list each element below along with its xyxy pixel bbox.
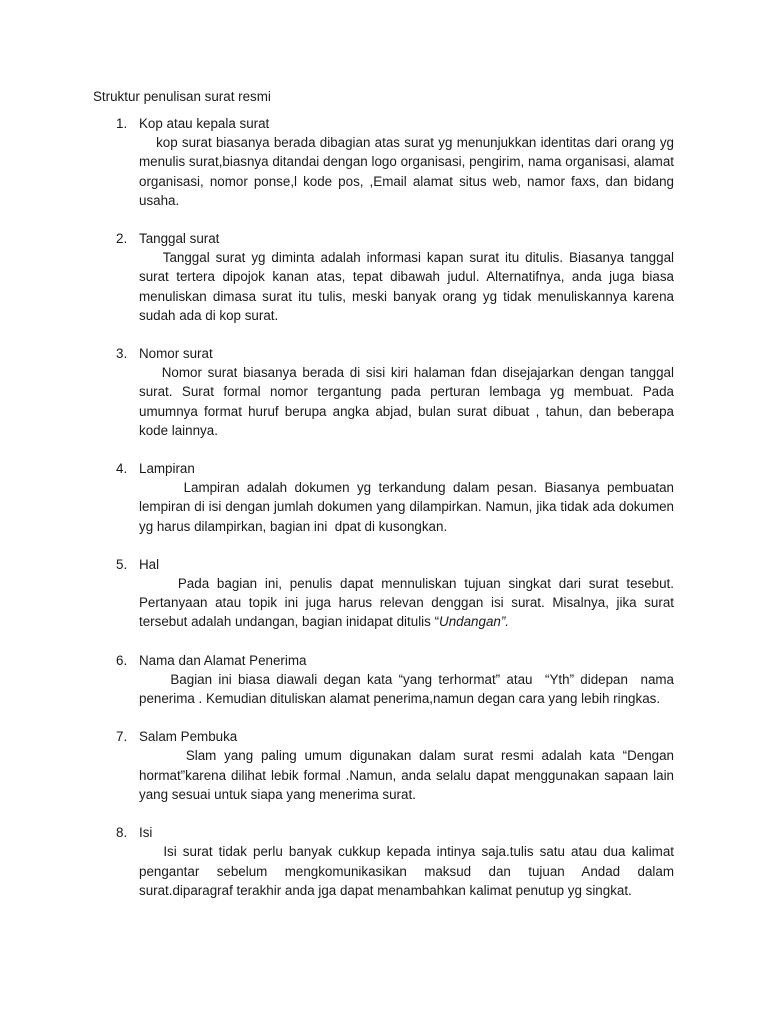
item-number: 3. xyxy=(116,346,128,362)
item-body: Bagian ini biasa diawali degan kata “yang terhormat” atau “Yth” didepan nama penerima . Kemudian dituliskan alamat penerima,namun degan cara yang lebih ringkas. xyxy=(139,671,678,707)
document-title: Struktur penulisan surat resmi xyxy=(93,89,271,104)
item-heading: Hal xyxy=(139,556,160,572)
list-item xyxy=(93,229,678,325)
item-heading: Salam Pembuka xyxy=(139,729,238,745)
list-item xyxy=(93,555,678,632)
item-body: Nomor surat biasanya berada di sisi kiri halaman fdan disejajarkan dengan tanggal surat. Surat formal nomor tergantung pada perturan lembaga yg membuat. Pada umumnya format huruf berupa angka abjad, bulan surat dibuat , tahun, dan beberapa kode lainnya. xyxy=(139,365,678,438)
list-item xyxy=(93,459,678,536)
item-body-text: Pada bagian ini, penulis dapat mennuliskan tujuan singkat dari surat tesebut. Pertanyaan atau topik ini juga harus relevan denggan isi surat. Misalnya, jika surat tersebut adalah undangan, bagian inidapat ditulis “ xyxy=(139,576,678,630)
item-body: Lampiran adalah dokumen yg terkandung dalam pesan. Biasanya pembuatan lempiran di isi dengan jumlah dokumen yang dilampirkan. Namun, jika tidak ada dokumen yg harus dilampirkan, bagian ini dpat di kusongkan. xyxy=(139,480,678,534)
item-number: 8. xyxy=(116,825,128,841)
item-body: Isi surat tidak perlu banyak cukkup kepada intinya saja.tulis satu atau dua kalimat pengantar sebelum mengkomunikasikan maksud dan tujuan Andad dalam surat.diparagraf terakhir anda jga dapat menambahkan kalimat penutup yg singkat. xyxy=(139,844,678,898)
item-heading: Isi xyxy=(139,825,153,841)
item-heading: Tanggal surat xyxy=(139,231,220,247)
structure-list xyxy=(93,114,678,900)
item-number: 2. xyxy=(116,231,128,247)
list-item xyxy=(93,727,678,804)
list-item xyxy=(93,823,678,900)
item-body xyxy=(139,574,678,632)
item-number: 4. xyxy=(116,461,128,477)
item-number: 7. xyxy=(116,729,128,745)
item-body: Slam yang paling umum digunakan dalam surat resmi adalah kata “Dengan hormat”karena dilihat lebik formal .Namun, anda selalu dapat menggunakan sapaan lain yang sesuai untuk siapa yang menerima surat. xyxy=(139,748,678,802)
list-item xyxy=(93,114,678,210)
item-number: 1. xyxy=(116,116,128,131)
item-body-emphasis: Undangan”. xyxy=(439,614,510,630)
item-heading: Nama dan Alamat Penerima xyxy=(139,652,307,668)
item-body: kop surat biasanya berada dibagian atas surat yg menunjukkan identitas dari orang yg menulis surat,biasnya ditandai dengan logo organisasi, pengirim, nama organisasi, alamat organisasi, nomor ponse,l kode pos, ,Email alamat situs web, namor faxs, dan bidang usaha. xyxy=(139,135,678,208)
item-number: 6. xyxy=(116,652,128,668)
item-heading: Lampiran xyxy=(139,461,195,477)
item-heading: Nomor surat xyxy=(139,346,213,362)
item-number: 5. xyxy=(116,556,128,572)
list-item xyxy=(93,651,678,709)
item-body: Tanggal surat yg diminta adalah informasi kapan surat itu ditulis. Biasanya tanggal surat tertera dipojok kanan atas, tepat dibawah judul. Alternatifnya, anda juga biasa menuliskan dimasa surat itu tulis, meski banyak orang yg tidak menuliskannya karena sudah ada di kop surat. xyxy=(139,250,678,323)
item-heading: Kop atau kepala surat xyxy=(139,116,270,131)
list-item xyxy=(93,344,678,440)
